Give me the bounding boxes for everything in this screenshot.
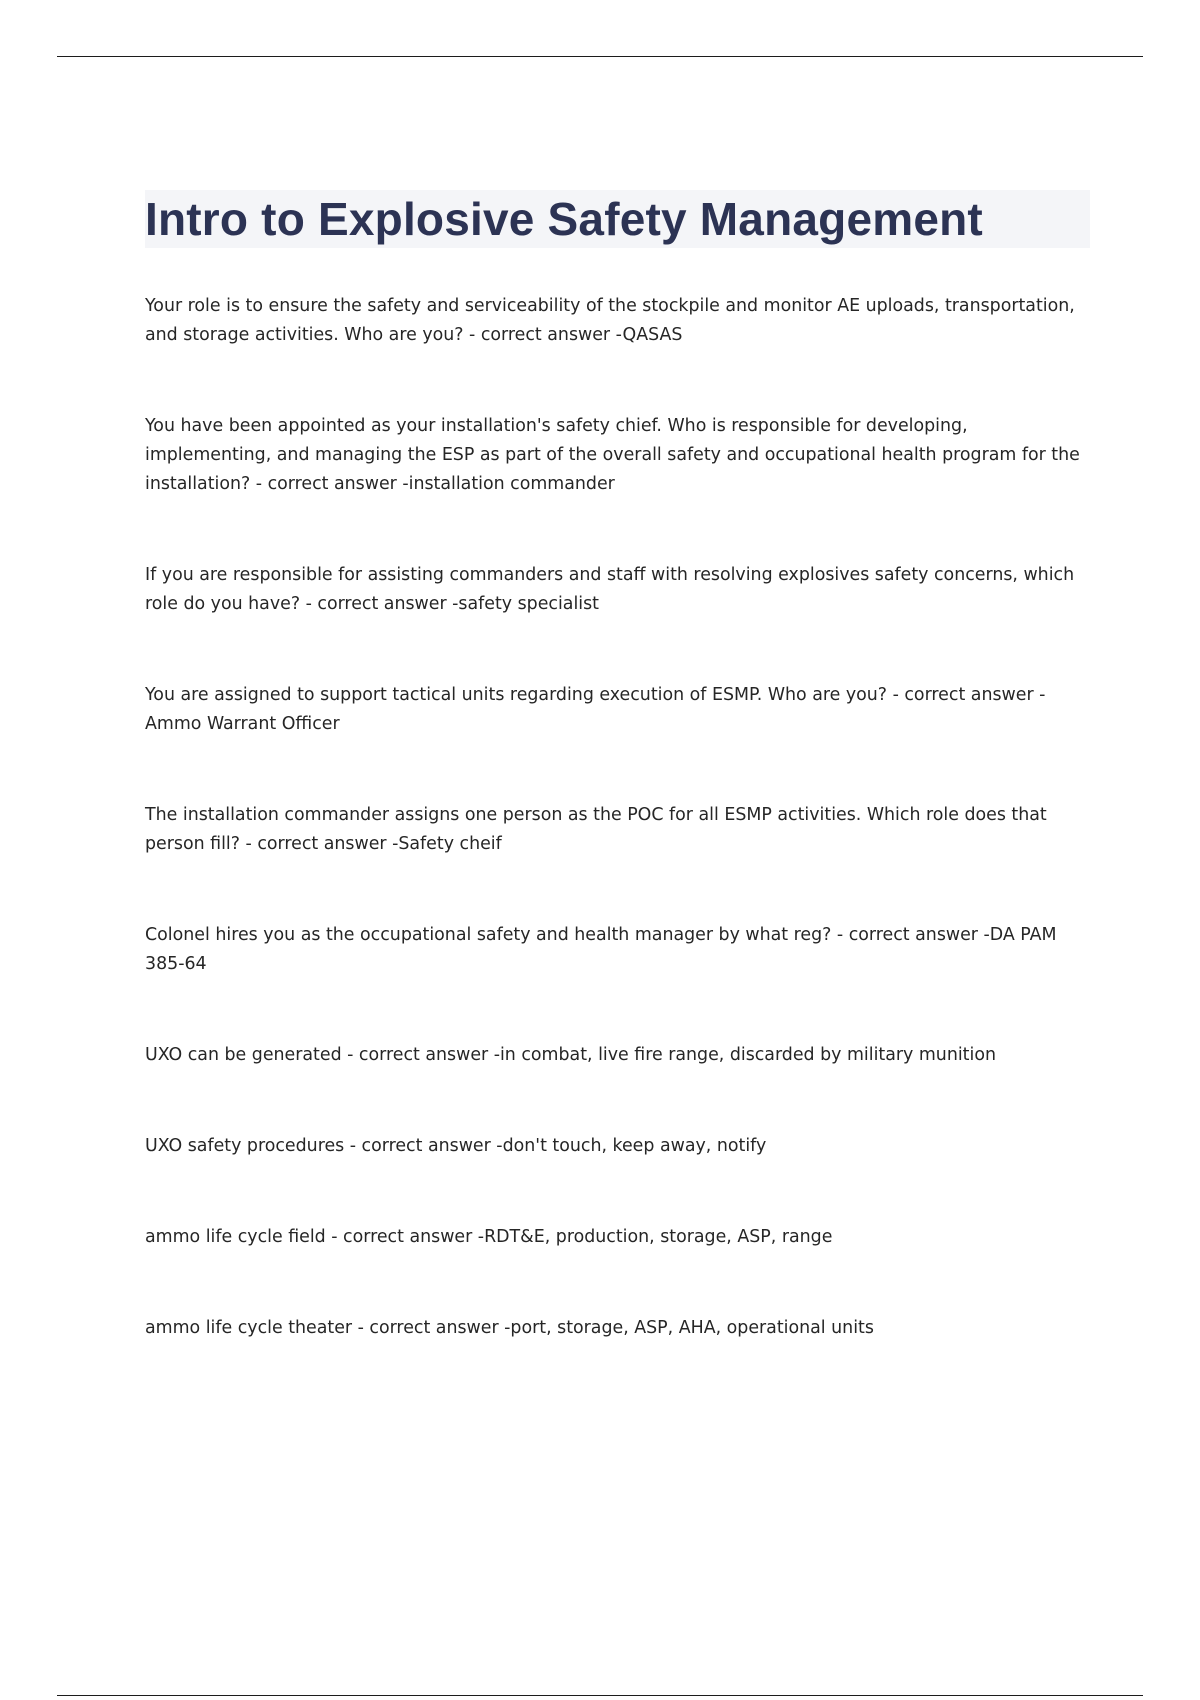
qa-item: UXO safety procedures - correct answer -don't touch, keep away, notify [145,1136,767,1156]
title-band [145,190,1090,248]
qa-item: Your role is to ensure the safety and serviceability of the stockpile and monitor AE uploads, transportation, and storage activities. Who are you? - correct answer -QASAS [145,296,1075,345]
qa-list [145,292,1090,1343]
qa-item: You have been appointed as your installation's safety chief. Who is responsible for developing, implementing, and managing the ESP as part of the overall safety and occupational health program for the installation? - correct answer -installation commander [145,416,1080,494]
qa-item: ammo life cycle theater - correct answer -port, storage, ASP, AHA, operational units [145,1318,874,1338]
top-rule [57,56,1143,57]
qa-item: If you are responsible for assisting commanders and staff with resolving explosives safety concerns, which role do you have? - correct answer -safety specialist [145,565,1075,614]
document-title: Intro to Explosive Safety Management [145,193,983,245]
qa-item: You are assigned to support tactical units regarding execution of ESMP. Who are you? - correct answer -Ammo Warrant Officer [145,685,1046,734]
qa-item: Colonel hires you as the occupational safety and health manager by what reg? - correct answer -DA PAM 385-64 [145,925,1057,974]
bottom-rule [57,1695,1143,1696]
qa-item: ammo life cycle field - correct answer -RDT&E, production, storage, ASP, range [145,1227,833,1247]
qa-item: UXO can be generated - correct answer -in combat, live fire range, discarded by military munition [145,1045,996,1065]
document-body [145,190,1090,1405]
qa-item: The installation commander assigns one person as the POC for all ESMP activities. Which role does that person fill? - correct answer -Safety cheif [145,805,1047,854]
